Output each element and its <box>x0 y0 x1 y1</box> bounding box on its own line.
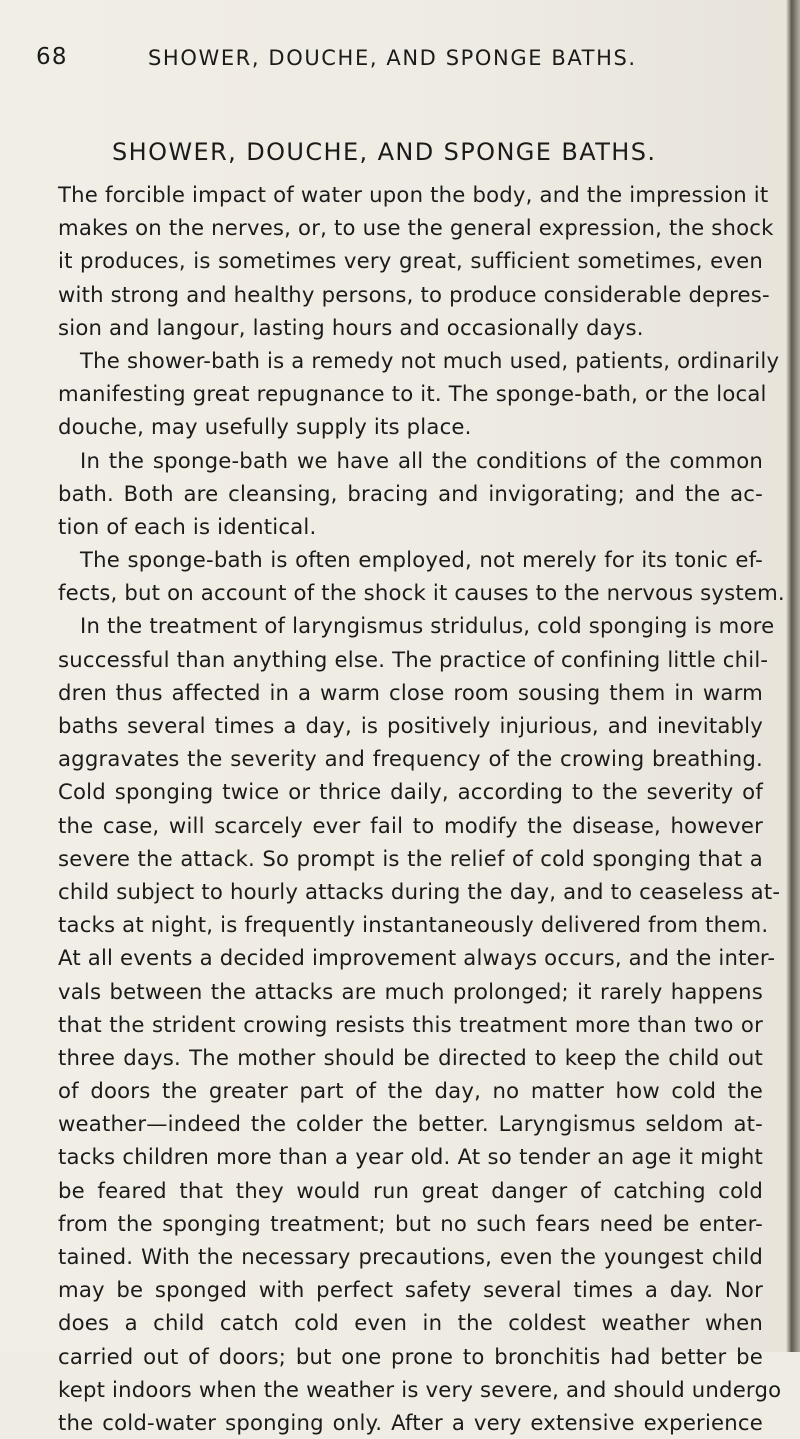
text-line: child subject to hourly attacks during the day, and to ceaseless at- <box>58 878 781 904</box>
chapter-title: SHOWER, DOUCHE, AND SPONGE BATHS. <box>112 138 657 166</box>
text-line: severe the attack. So prompt is the relief of cold sponging that a <box>58 845 763 871</box>
text-line: tion of each is identical. <box>58 513 317 539</box>
text-line: At all events a decided improvement always occurs, and the inter- <box>58 945 776 971</box>
text-line: successful than anything else. The practice of confining little chil- <box>58 646 769 672</box>
text-line: douche, may usefully supply its place. <box>58 414 472 440</box>
text-line: The sponge-bath is often employed, not merely for its tonic ef- <box>80 547 763 573</box>
text-line: bath. Both are cleansing, bracing and invigorating; and the ac- <box>58 480 763 506</box>
text-line: The shower-bath is a remedy not much used, patients, ordinarily <box>80 347 780 373</box>
text-line: carried out of doors; but one prone to bronchitis had better be <box>58 1343 763 1369</box>
text-line: from the sponging treatment; but no such fears need be enter- <box>58 1210 763 1236</box>
text-line: aggravates the severity and frequency of the crowing breathing. <box>58 746 763 772</box>
text-line: makes on the nerves, or, to use the general expression, the shock <box>58 215 774 241</box>
text-line: baths several times a day, is positively injurious, and inevitably <box>58 713 763 738</box>
text-line: be feared that they would run great danger of catching cold <box>58 1177 763 1203</box>
running-title: SHOWER, DOUCHE, AND SPONGE BATHS. <box>148 46 637 70</box>
text-line: In the treatment of laryngismus stridulus, cold sponging is more <box>80 613 775 639</box>
text-line: of doors the greater part of the day, no matter how cold the <box>58 1078 763 1104</box>
text-line: it produces, is sometimes very great, sufficient sometimes, even <box>58 248 763 274</box>
text-line: sion and langour, lasting hours and occasionally days. <box>58 314 644 340</box>
text-line: dren thus affected in a warm close room sousing them in warm <box>58 679 763 705</box>
body-text <box>58 178 785 1439</box>
text-line: The forcible impact of water upon the body, and the impression it <box>58 182 769 207</box>
text-line: tacks children more than a year old. At so tender an age it might <box>58 1144 763 1170</box>
page-number: 68 <box>36 44 68 70</box>
page-edge-shadow <box>786 0 800 1352</box>
text-line: tained. With the necessary precautions, even the youngest child <box>58 1244 763 1269</box>
text-line: the cold-water sponging only. After a very extensive experience <box>58 1409 763 1435</box>
text-line: tacks at night, is frequently instantaneously delivered from them. <box>58 912 769 938</box>
text-line: with strong and healthy persons, to produce considerable depres- <box>58 281 770 307</box>
text-line: does a child catch cold even in the coldest weather when <box>58 1310 763 1336</box>
text-line: the case, will scarcely ever fail to modify the disease, however <box>58 812 763 838</box>
text-line: may be sponged with perfect safety several times a day. Nor <box>58 1277 763 1303</box>
text-line: three days. The mother should be directed to keep the child out <box>58 1044 763 1070</box>
text-line: vals between the attacks are much prolonged; it rarely happens <box>58 978 763 1004</box>
running-header <box>36 44 760 84</box>
text-line: fects, but on account of the shock it causes to the nervous system. <box>58 580 785 606</box>
text-line: weather—indeed the colder the better. Laryngismus seldom at- <box>58 1111 763 1137</box>
text-line: In the sponge-bath we have all the conditions of the common <box>80 447 763 473</box>
text-line: Cold sponging twice or thrice daily, according to the severity of <box>58 779 763 805</box>
text-line: manifesting great repugnance to it. The sponge-bath, or the local <box>58 381 767 407</box>
text-line: kept indoors when the weather is very severe, and should undergo <box>58 1376 782 1402</box>
text-line: that the strident crowing resists this treatment more than two or <box>58 1011 763 1037</box>
